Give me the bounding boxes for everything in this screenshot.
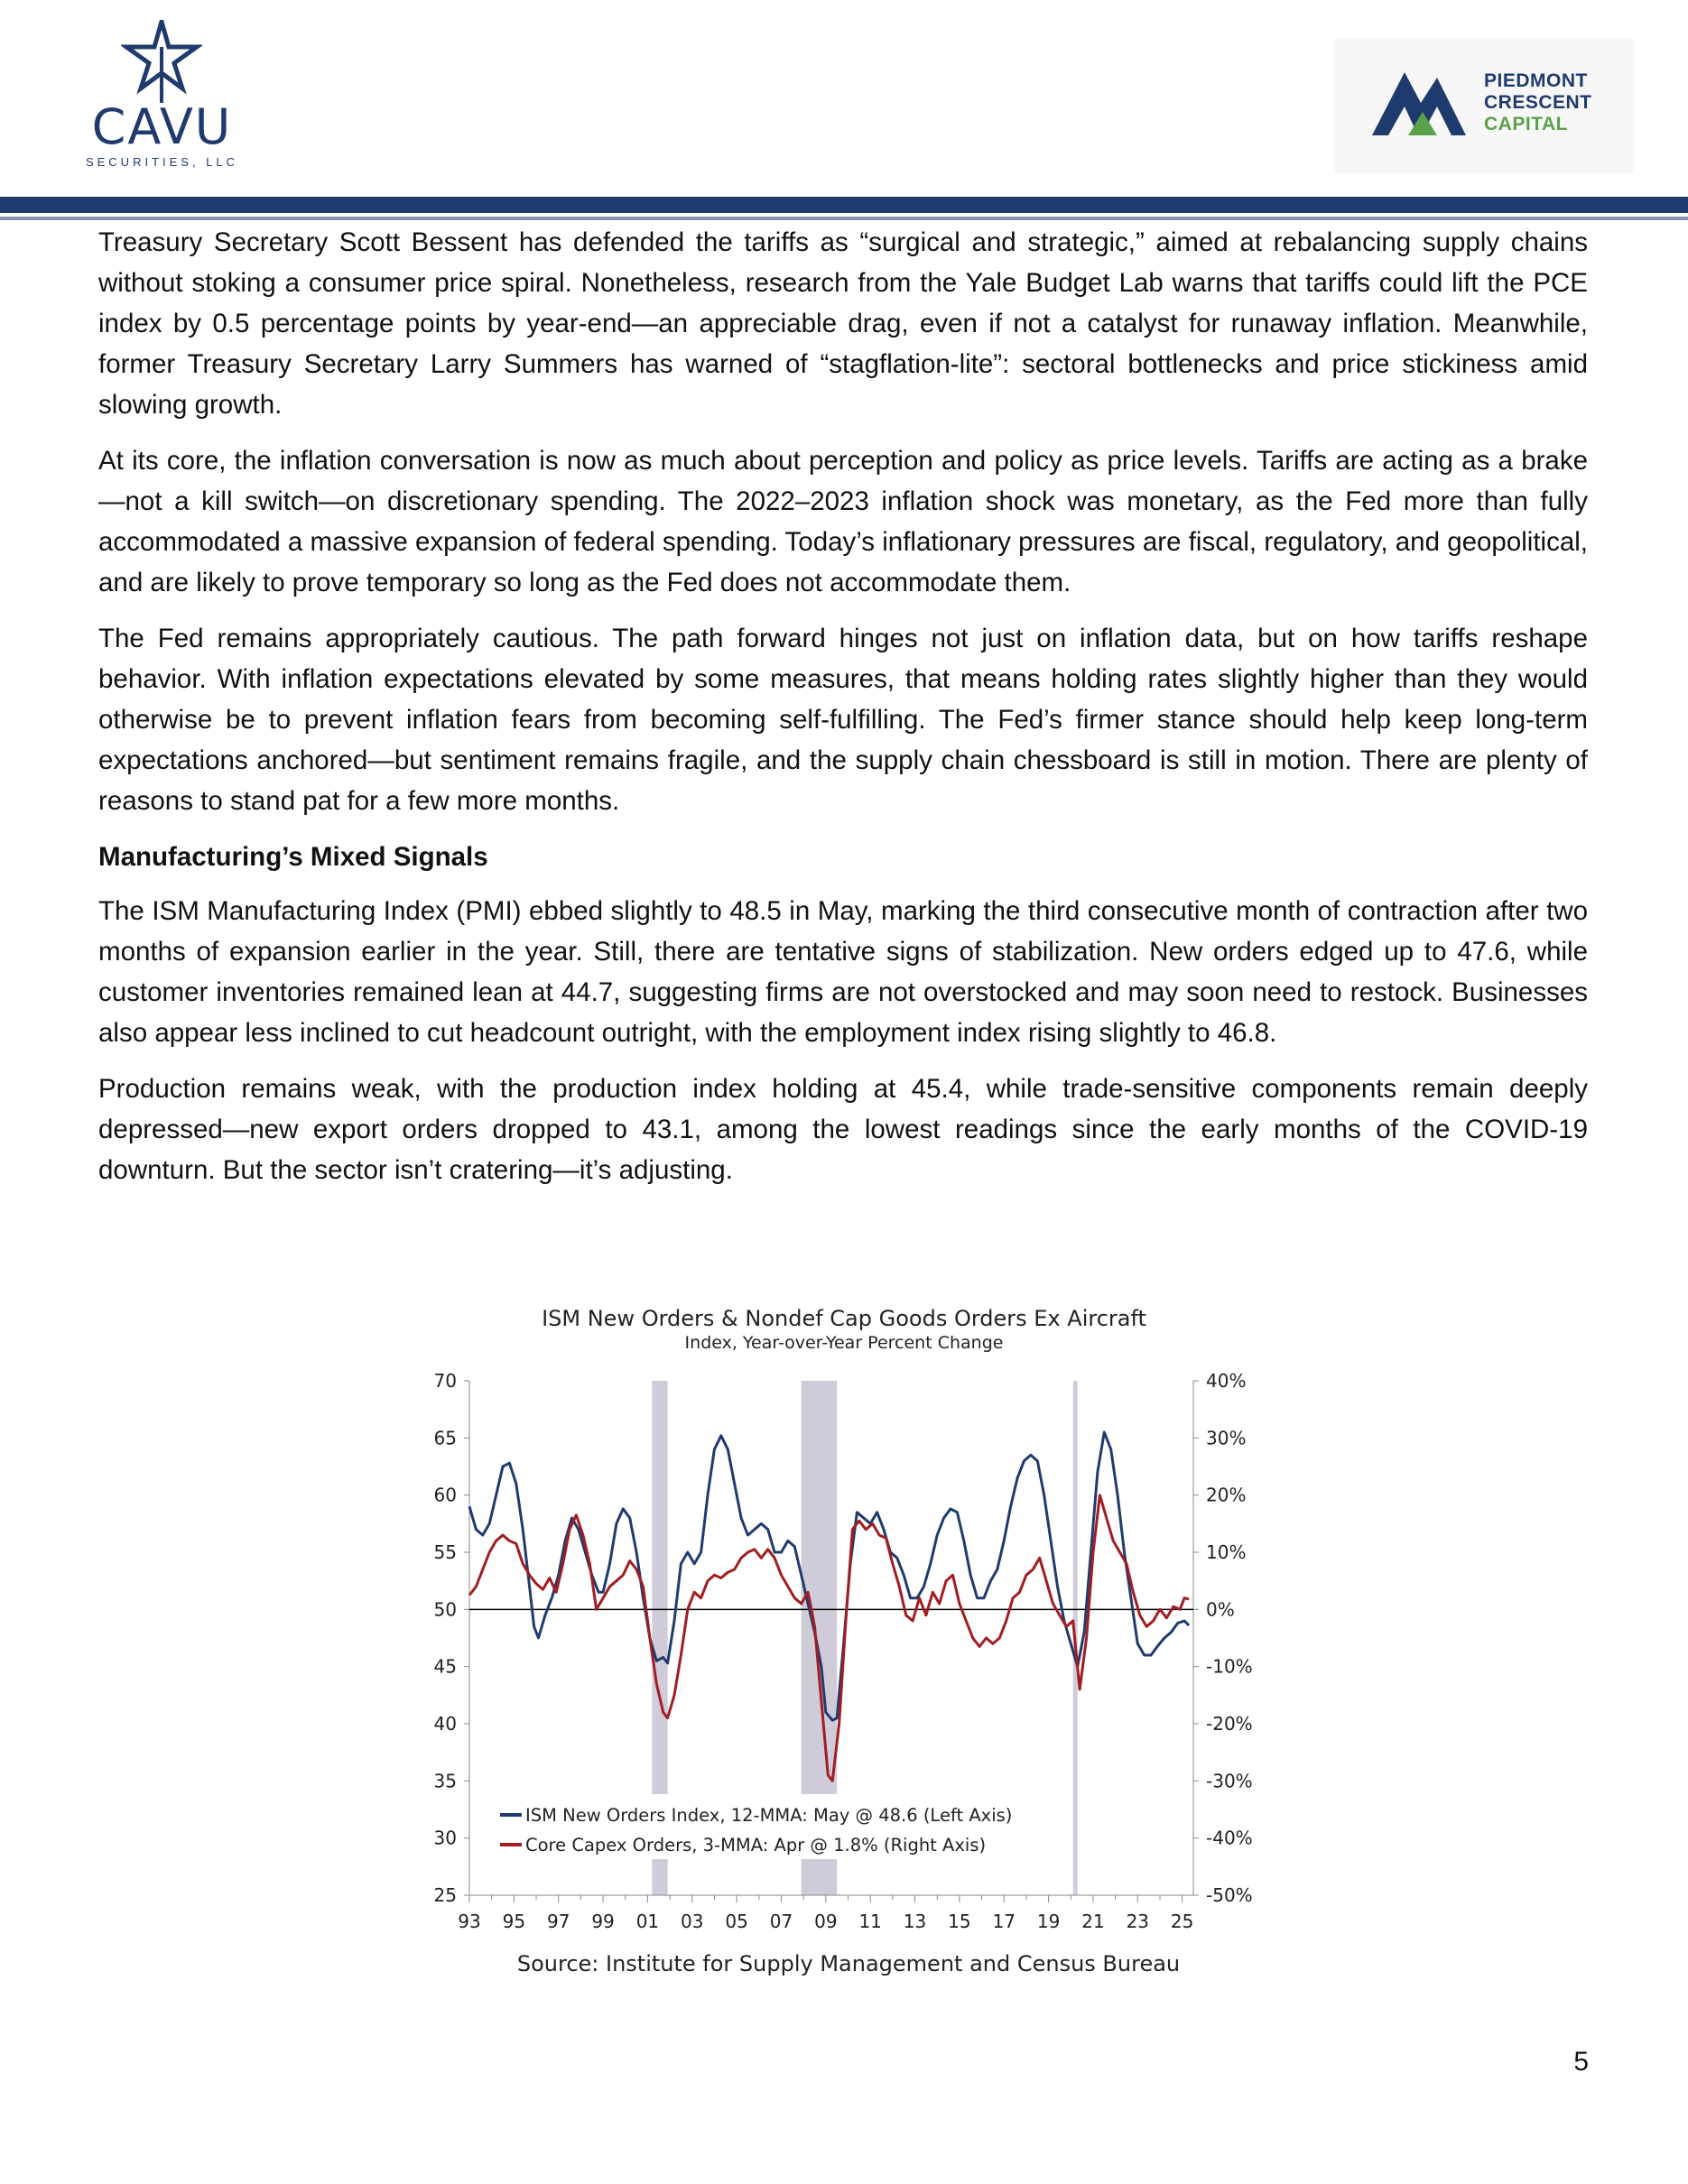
right-tick-label: -30% [1206, 1770, 1253, 1792]
cavu-wordmark: CAVU [91, 98, 233, 155]
chart-subtitle: Index, Year-over-Year Percent Change [684, 1333, 1004, 1353]
pcc-wordmark [1484, 70, 1592, 135]
right-axis-ticks [1193, 1370, 1253, 1906]
left-axis-ticks [434, 1370, 469, 1906]
x-tick-label: 11 [858, 1911, 882, 1932]
ism-chart [406, 1300, 1291, 1985]
star-icon [121, 20, 202, 106]
paragraph-2: At its core, the inflation conversation is now as much about perception and policy as price levels. Tariffs are acting as a brake—not a kill switch—on discretionary spending. The 2022–2023 inflation shock was monetary, as the Fed more than fully accommodated a massive expansion of federal spending. Today’s inflationary pressures are fiscal, regulatory, and geopolitical, and are likely to prove temporary so long as the Fed does not accommodate them. [98, 446, 1588, 597]
header-divider-thin [0, 217, 1688, 220]
cavu-securities-logo [83, 20, 241, 173]
cavu-subtitle: SECURITIES, LLC [85, 155, 239, 169]
x-tick-label: 09 [814, 1911, 838, 1932]
page-number: 5 [1573, 2047, 1589, 2077]
x-tick-label: 19 [1036, 1911, 1061, 1932]
left-tick-label: 55 [433, 1541, 457, 1563]
chart-legend [495, 1794, 1012, 1859]
right-tick-label: -40% [1206, 1827, 1253, 1849]
paragraph-5: Production remains weak, with the production index holding at 45.4, while trade-sensitive components remain deeply depressed—new export orders dropped to 43.1, among the lowest readings since the early months of the COVID-19 downturn. But the sector isn’t cratering—it’s adjusting. [98, 1074, 1588, 1185]
paragraph-4: The ISM Manufacturing Index (PMI) ebbed slightly to 48.5 in May, marking the third consecutive month of contraction after two months of expansion earlier in the year. Still, there are tentative signs of stabilization. New orders edged up to 47.6, while customer inventories remained lean at 44.7, suggesting firms are not overstocked and may soon need to restock. Businesses also appear less inclined to cut headcount outright, with the employment index rising slightly to 46.8. [98, 896, 1588, 1048]
pcc-line-2: CRESCENT [1484, 92, 1592, 113]
left-tick-label: 65 [433, 1427, 457, 1449]
section-heading: Manufacturing’s Mixed Signals [98, 842, 488, 872]
pcc-line-3: CAPITAL [1484, 114, 1568, 134]
right-tick-label: 20% [1206, 1484, 1247, 1506]
x-tick-label: 05 [725, 1911, 748, 1932]
left-tick-label: 45 [433, 1655, 457, 1678]
page-header [0, 0, 1688, 224]
right-tick-label: 0% [1206, 1598, 1235, 1621]
left-tick-label: 40 [433, 1713, 457, 1735]
x-tick-label: 03 [681, 1911, 704, 1932]
x-tick-label: 07 [769, 1911, 793, 1932]
right-tick-label: -10% [1206, 1655, 1253, 1678]
x-tick-label: 13 [903, 1911, 927, 1932]
x-tick-label: 95 [502, 1911, 526, 1932]
paragraph-1: Treasury Secretary Scott Bessent has defended the tariffs as “surgical and strategic,” aimed at rebalancing supply chains without stoking a consumer price spiral. Nonetheless, research from the Yale Budget Lab warns that tariffs could lift the PCE index by 0.5 percentage points by year-end—an appreciable drag, even if not a catalyst for runaway inflation. Meanwhile, former Treasury Secretary Larry Summers has warned of “stagflation-lite”: sectoral bottlenecks and price stickiness amid slowing growth. [98, 227, 1588, 420]
x-tick-label: 15 [948, 1911, 971, 1932]
header-divider [0, 197, 1688, 213]
pcc-line-1: PIEDMONT [1484, 70, 1588, 91]
piedmont-crescent-capital-logo [1334, 38, 1634, 173]
paragraph-3: The Fed remains appropriately cautious. The path forward hinges not just on inflation data, but on how tariffs reshape behavior. With inflation expectations elevated by some measures, that means holding rates slightly higher than they would otherwise be to prevent inflation fears from becoming self-fulfilling. The Fed’s firmer stance should help keep long-term expectations anchored—but sentiment remains fragile, and the supply chain chessboard is still in motion. There are plenty of reasons to stand pat for a few more months. [98, 624, 1588, 816]
x-tick-label: 01 [635, 1911, 660, 1932]
legend-label-ism: ISM New Orders Index, 12-MMA: May @ 48.6 (Left Axis) [525, 1805, 1013, 1826]
right-tick-label: 30% [1206, 1427, 1247, 1449]
left-tick-label: 70 [433, 1370, 457, 1392]
legend-label-capex: Core Capex Orders, 3-MMA: Apr @ 1.8% (Right Axis) [525, 1835, 987, 1855]
chart-source: Source: Institute for Supply Management and Census Bureau [516, 1951, 1181, 1976]
right-tick-label: -50% [1206, 1884, 1253, 1906]
left-tick-label: 60 [433, 1484, 457, 1506]
right-tick-label: 40% [1206, 1370, 1247, 1392]
left-tick-label: 25 [433, 1884, 457, 1906]
article-body [98, 222, 1588, 1206]
x-tick-label: 21 [1081, 1911, 1105, 1932]
mountain-icon [1368, 65, 1470, 139]
x-tick-label: 99 [591, 1911, 615, 1932]
left-tick-label: 50 [433, 1598, 457, 1621]
x-tick-label: 17 [992, 1911, 1016, 1932]
right-tick-label: 10% [1206, 1541, 1247, 1563]
chart-title: ISM New Orders & Nondef Cap Goods Orders Ex Aircraft [542, 1306, 1146, 1331]
left-tick-label: 30 [433, 1827, 457, 1849]
x-axis-ticks [458, 1895, 1193, 1932]
left-tick-label: 35 [433, 1770, 457, 1792]
x-tick-label: 97 [546, 1911, 570, 1932]
chart-canvas [406, 1300, 1291, 1949]
x-tick-label: 23 [1126, 1911, 1150, 1932]
right-tick-label: -20% [1206, 1713, 1253, 1735]
x-tick-label: 25 [1170, 1911, 1194, 1932]
x-tick-label: 93 [458, 1911, 481, 1932]
